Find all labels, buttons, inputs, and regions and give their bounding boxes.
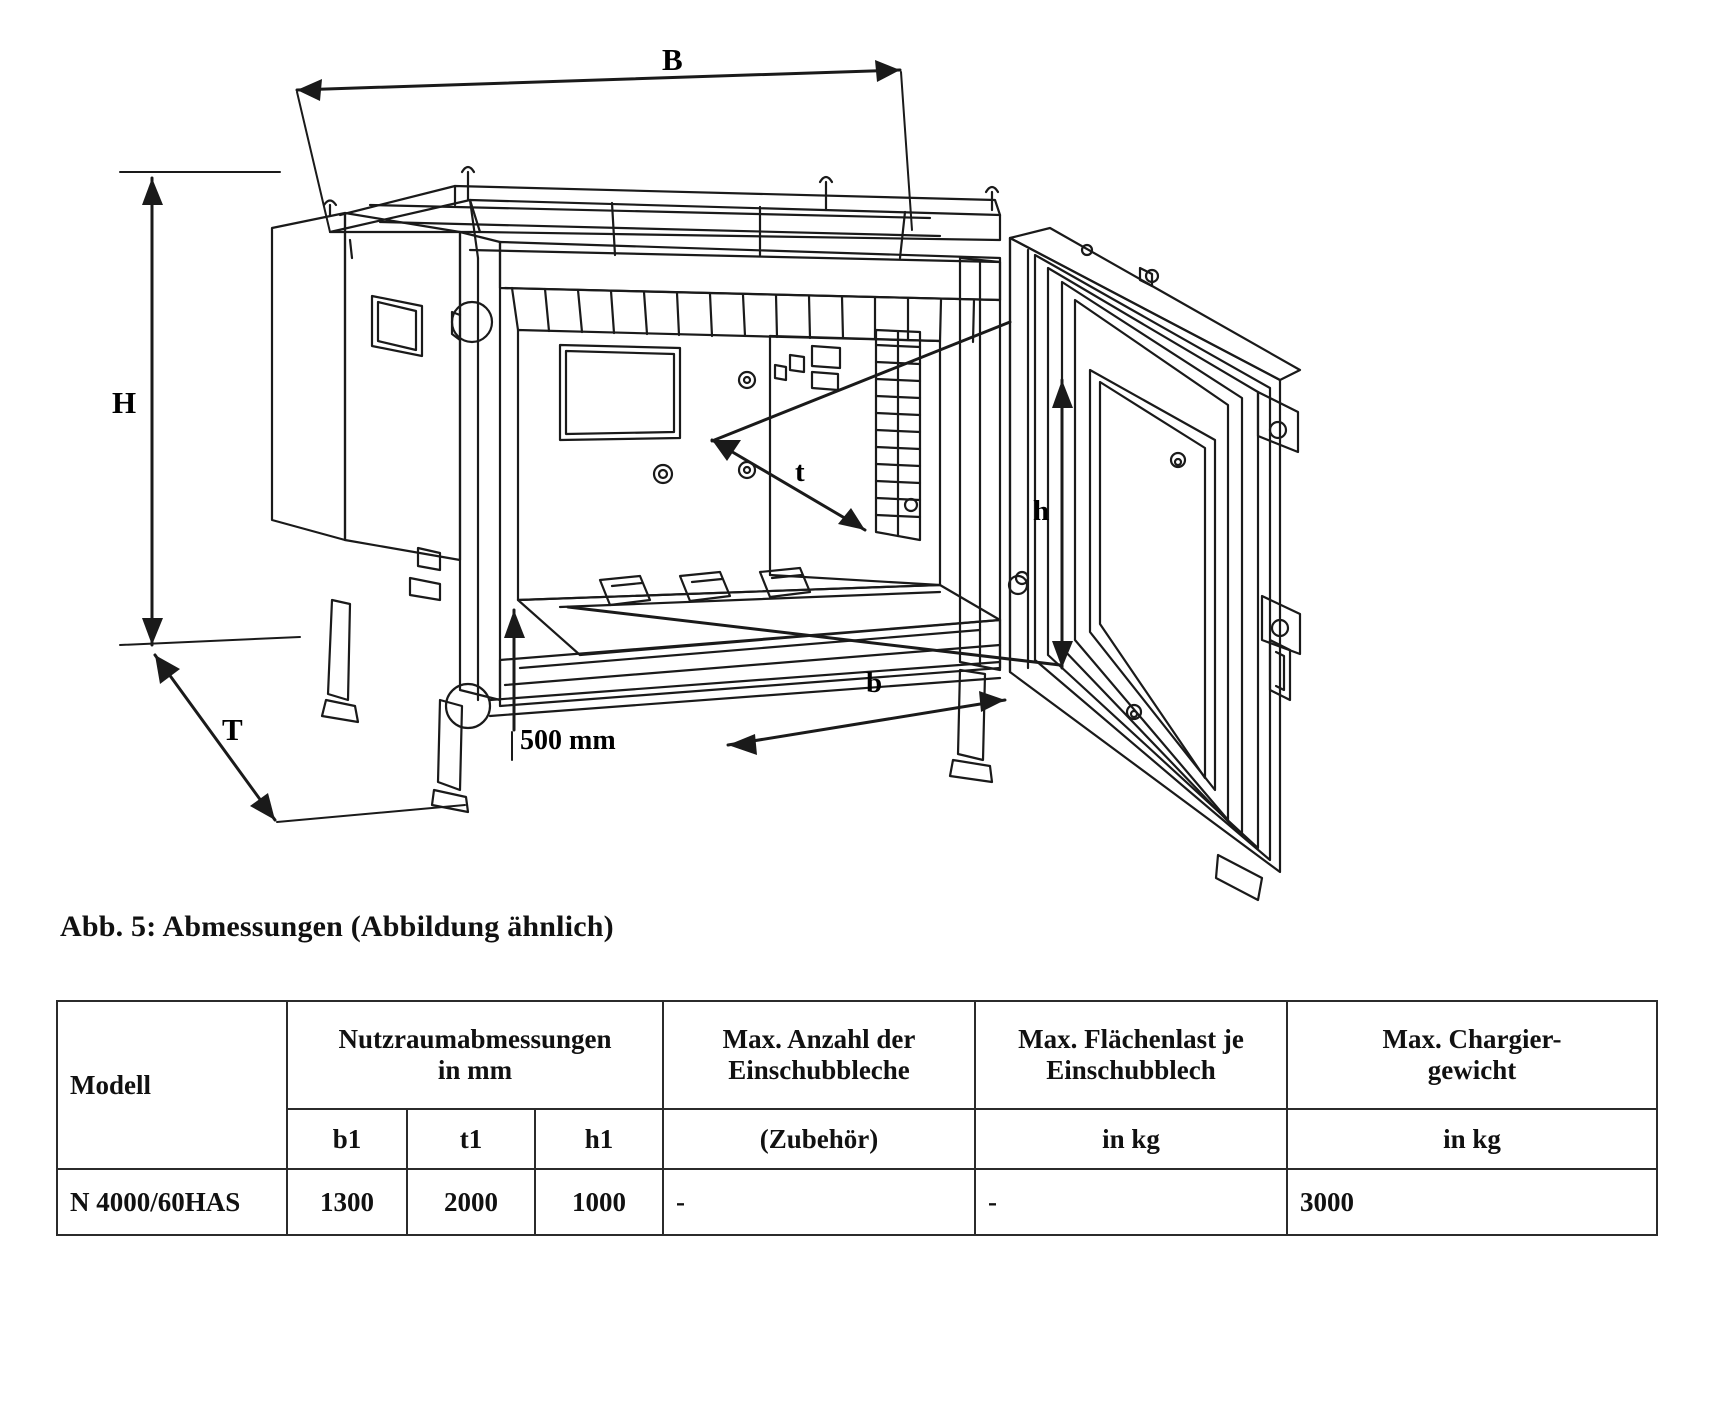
- header-cell-chargiergewicht: [1287, 1001, 1657, 1109]
- cell-anzahl-einschubbleche: [663, 1169, 975, 1235]
- value-t1: 2000: [444, 1186, 498, 1217]
- cell-modell: [57, 1169, 287, 1235]
- header-cell-b1: [287, 1109, 407, 1169]
- value-anzahl-einschubbleche: -: [676, 1186, 686, 1217]
- header-label-flaechenlast-line2: Einschubblech: [1046, 1055, 1216, 1085]
- dimension-arrow-t: [712, 440, 865, 530]
- header-label-chargier-line3: in kg: [1443, 1123, 1501, 1154]
- header-cell-modell: [57, 1001, 287, 1169]
- dimension-leader-line: [568, 322, 1060, 665]
- cell-t1: [407, 1169, 535, 1235]
- header-cell-anzahl-einschubbleche: [663, 1001, 975, 1109]
- specification-table: [56, 1000, 1658, 1236]
- header-label-h1: h1: [584, 1123, 614, 1154]
- value-flaechenlast: -: [988, 1186, 998, 1217]
- header-label-anzahl-line1: Max. Anzahl der: [722, 1024, 916, 1054]
- dimension-arrow-T: [155, 655, 465, 822]
- header-cell-anzahl-zubehoer: [663, 1109, 975, 1169]
- table-row: [57, 1169, 1657, 1235]
- cell-h1: [535, 1169, 663, 1235]
- header-label-t1: t1: [459, 1123, 483, 1154]
- header-label-flaechenlast-line1: Max. Flächenlast je: [1018, 1024, 1244, 1054]
- furnace-body: [272, 167, 1300, 900]
- header-cell-chargiergewicht-einheit: [1287, 1109, 1657, 1169]
- dimension-arrow-b: [728, 691, 1005, 755]
- header-label-b1: b1: [332, 1123, 362, 1154]
- dimension-label-500mm: 500 mm: [520, 725, 616, 756]
- value-b1: 1300: [320, 1186, 374, 1217]
- dimension-label-B: B: [662, 42, 683, 77]
- header-cell-t1: [407, 1109, 535, 1169]
- dimension-label-t: t: [795, 456, 805, 488]
- dimension-label-H: H: [112, 385, 137, 420]
- header-label-chargier-line1: Max. Chargier-: [1382, 1024, 1562, 1054]
- header-label-nutzraum-line1: Nutzraumabmessungen: [338, 1024, 612, 1054]
- header-label-anzahl-line3: (Zubehör): [759, 1123, 879, 1154]
- header-cell-nutzraum: [287, 1001, 663, 1109]
- header-cell-h1: [535, 1109, 663, 1169]
- header-label-modell: Modell: [70, 1069, 151, 1100]
- cell-chargiergewicht: [1287, 1169, 1657, 1235]
- dimension-label-T: T: [222, 712, 243, 747]
- dimension-label-b: b: [866, 667, 883, 699]
- table-header-row-sub: [57, 1109, 1657, 1169]
- specification-table-container: [56, 1000, 1656, 1236]
- dimension-label-h: h: [1033, 495, 1050, 527]
- table-header-row-main: [57, 1001, 1657, 1109]
- header-label-anzahl-line2: Einschubbleche: [728, 1055, 910, 1085]
- value-h1: 1000: [572, 1186, 626, 1217]
- header-label-flaechenlast-line3: in kg: [1102, 1123, 1160, 1154]
- header-cell-flaechenlast-einheit: [975, 1109, 1287, 1169]
- value-modell: N 4000/60HAS: [70, 1186, 241, 1217]
- value-chargiergewicht: 3000: [1300, 1186, 1355, 1217]
- figure-caption: Abb. 5: Abmessungen (Abbildung ähnlich): [60, 910, 614, 943]
- header-cell-flaechenlast: [975, 1001, 1287, 1109]
- cell-b1: [287, 1169, 407, 1235]
- header-label-nutzraum-line2: in mm: [437, 1055, 513, 1085]
- cell-flaechenlast: [975, 1169, 1287, 1235]
- header-label-chargier-line2: gewicht: [1427, 1055, 1517, 1085]
